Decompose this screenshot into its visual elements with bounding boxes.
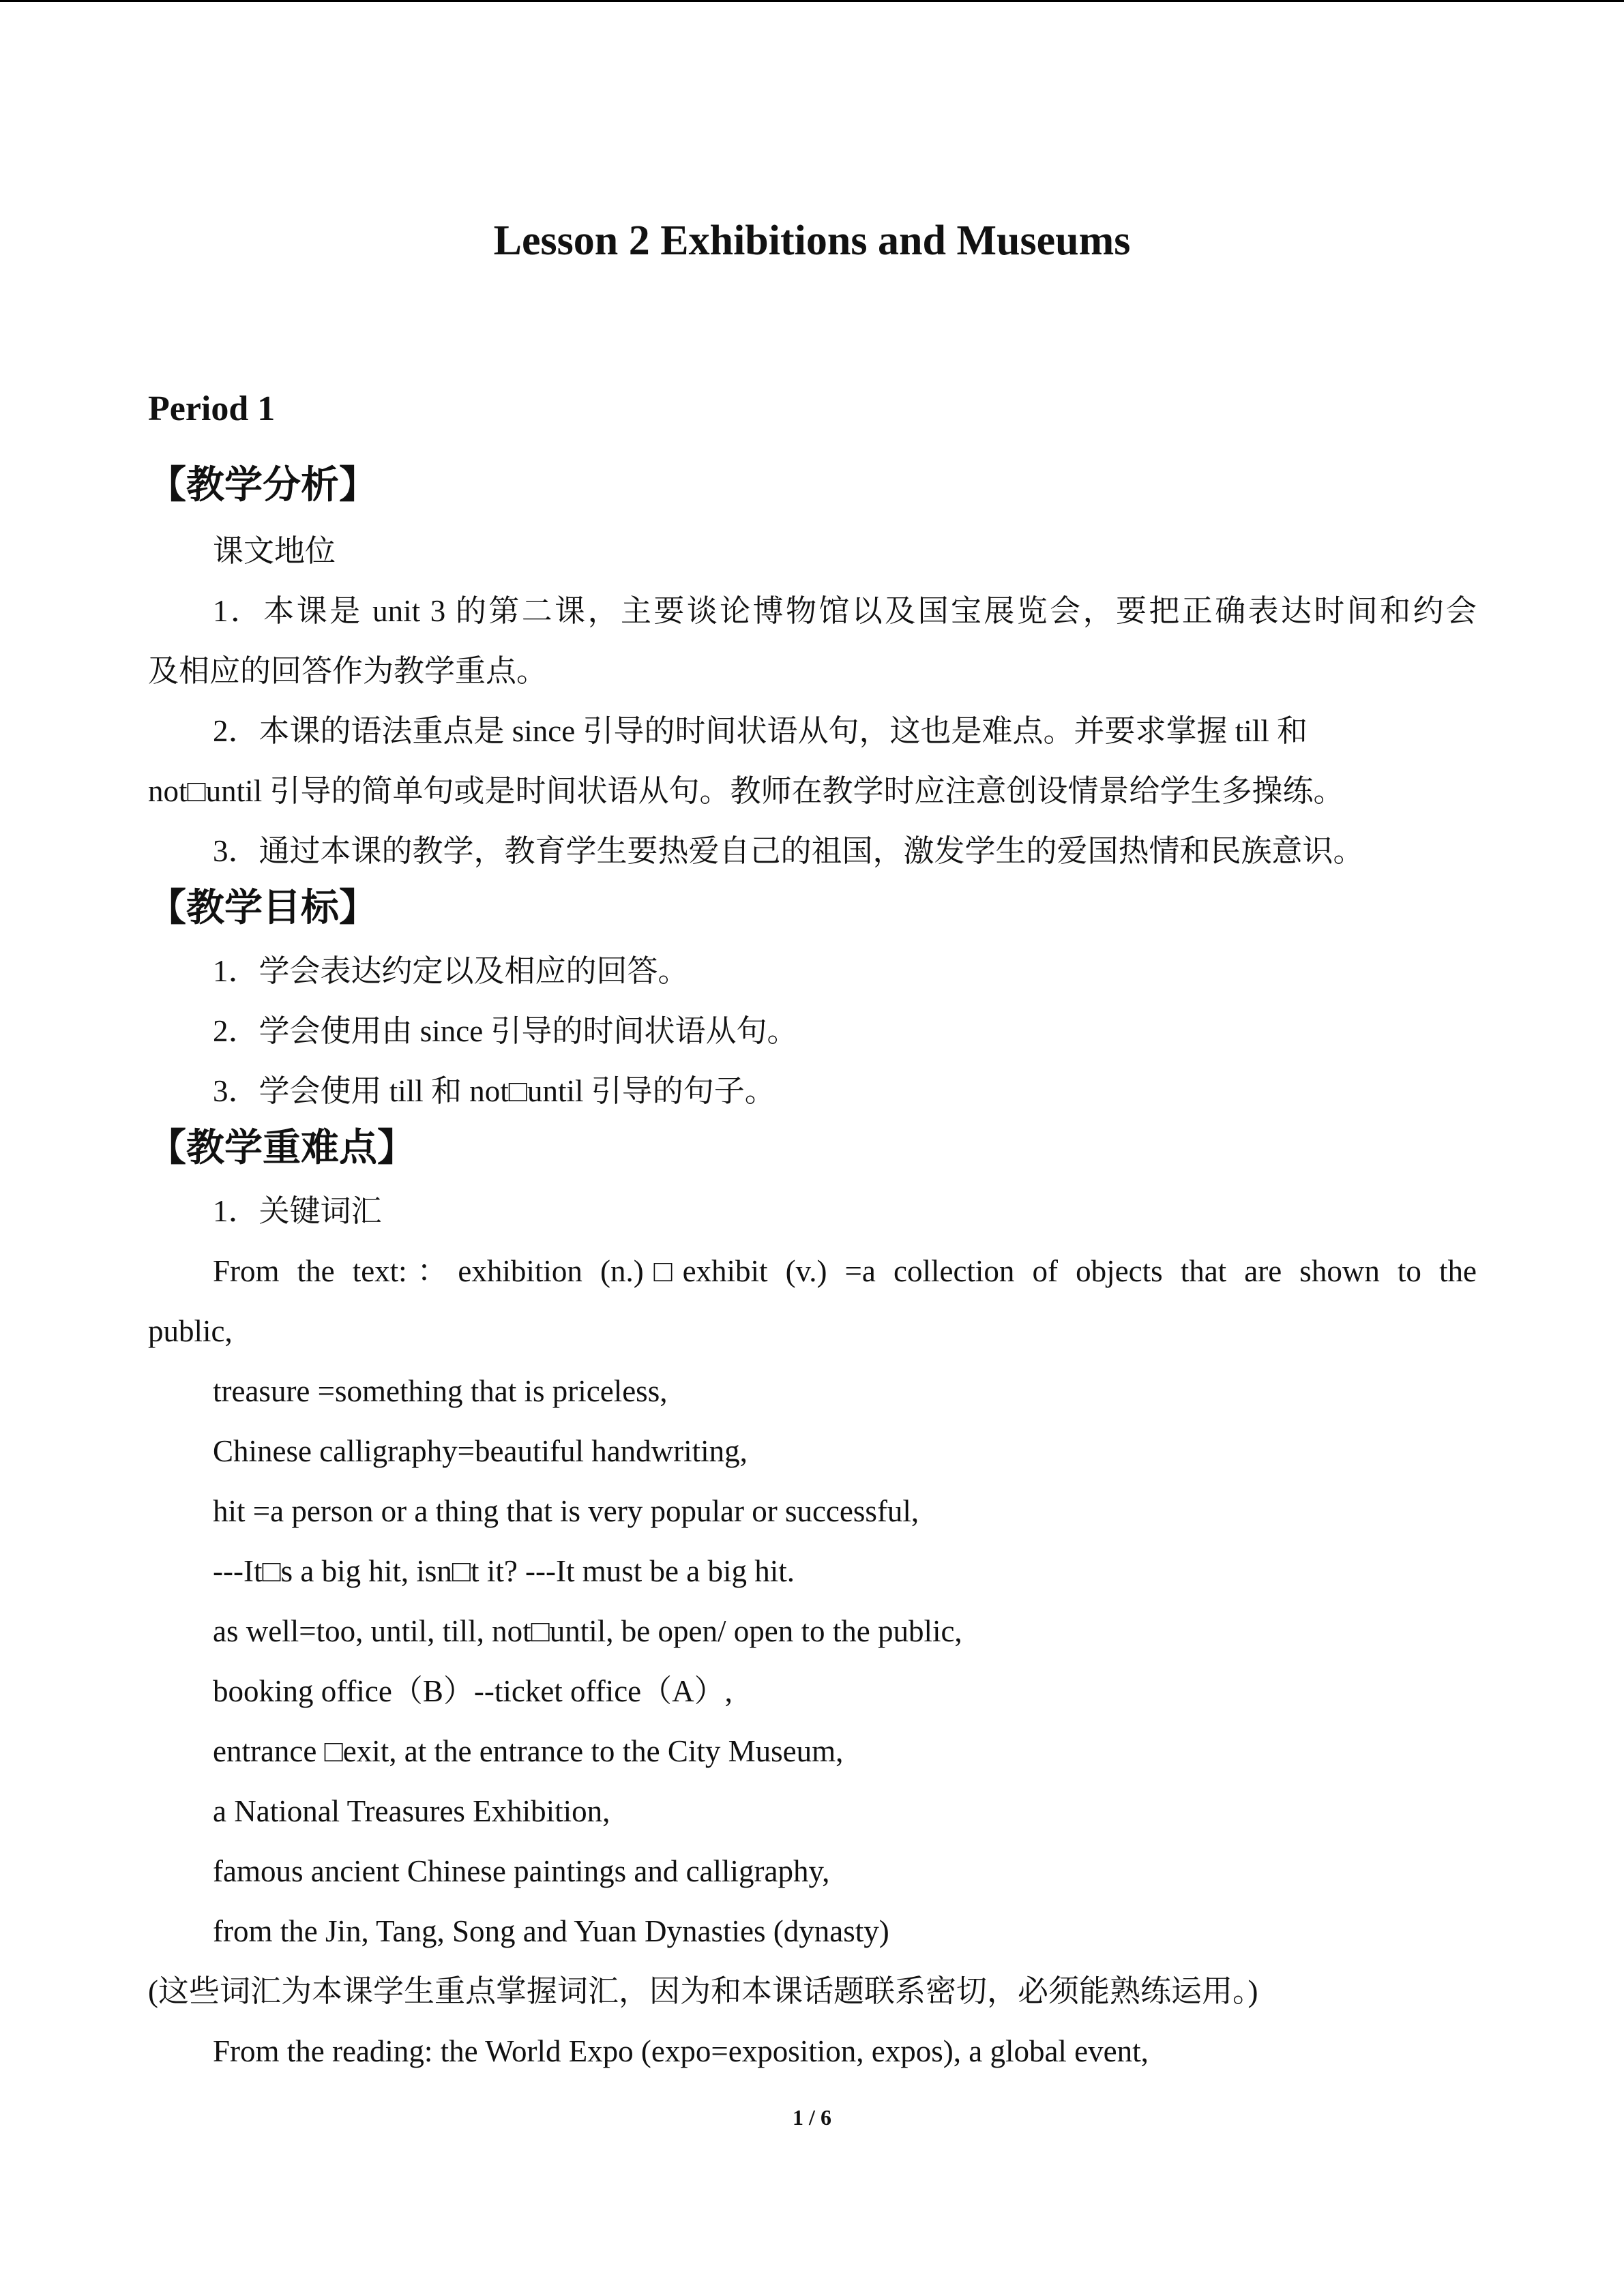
keypoint-line: treasure =something that is priceless, [213, 1374, 668, 1408]
section-heading-analysis: 【教学分析】 [148, 463, 377, 507]
keypoint-line: ---It□s a big hit, isn□t it? ---It must be a big hit. [213, 1554, 795, 1588]
keypoint-line: booking office（B）--ticket office（A）, [213, 1674, 733, 1708]
analysis-line: 及相应的回答作为教学重点。 [148, 654, 548, 688]
keypoint-line: hit =a person or a thing that is very popular or successful, [213, 1494, 919, 1528]
keypoint-line: as well=too, until, till, not□until, be open/ open to the public, [213, 1614, 962, 1648]
keypoint-line: from the Jin, Tang, Song and Yuan Dynasties (dynasty) [213, 1914, 889, 1948]
period-heading: Period 1 [148, 389, 276, 428]
analysis-line: 1．本课是 unit 3 的第二课，主要谈论博物馆以及国宝展览会，要把正确表达时间和约会 [213, 594, 1477, 628]
keypoint-line: entrance □exit, at the entrance to the City Museum, [213, 1734, 844, 1768]
analysis-line: 2．本课的语法重点是 since 引导的时间状语从句，这也是难点。并要求掌握 till 和 [213, 714, 1308, 748]
keypoint-line: famous ancient Chinese paintings and calligraphy, [213, 1854, 830, 1888]
top-border [0, 0, 1624, 2]
section-heading-goals: 【教学目标】 [148, 886, 377, 930]
section-heading-keypoints: 【教学重难点】 [148, 1126, 415, 1170]
page-number: 1 / 6 [793, 2105, 831, 2130]
analysis-line: 课文地位 [213, 534, 336, 568]
keypoint-line: 1．关键词汇 [213, 1194, 382, 1228]
keypoint-line: (这些词汇为本课学生重点掌握词汇，因为和本课话题联系密切，必须能熟练运用。) [148, 1974, 1258, 2008]
analysis-line: 3．通过本课的教学，教育学生要热爱自己的祖国，激发学生的爱国热情和民族意识。 [213, 834, 1364, 868]
goal-line: 2．学会使用由 since 引导的时间状语从句。 [213, 1014, 798, 1048]
keypoint-line: a National Treasures Exhibition, [213, 1794, 610, 1828]
analysis-line: not□until 引导的简单句或是时间状语从句。教师在教学时应注意创设情景给学生多操练。 [148, 774, 1344, 808]
keypoint-line: Chinese calligraphy=beautiful handwriting, [213, 1434, 748, 1468]
goal-line: 1．学会表达约定以及相应的回答。 [213, 954, 689, 988]
goal-line: 3．学会使用 till 和 not□until 引导的句子。 [213, 1074, 776, 1108]
document-title: Lesson 2 Exhibitions and Museums [493, 218, 1131, 264]
keypoint-line: public, [148, 1314, 233, 1348]
keypoint-line: From the reading: the World Expo (expo=exposition, expos), a global event, [213, 2034, 1149, 2068]
keypoint-line: From the text:：exhibition (n.)□exhibit (v.) =a collection of objects that are shown to the [213, 1254, 1477, 1288]
